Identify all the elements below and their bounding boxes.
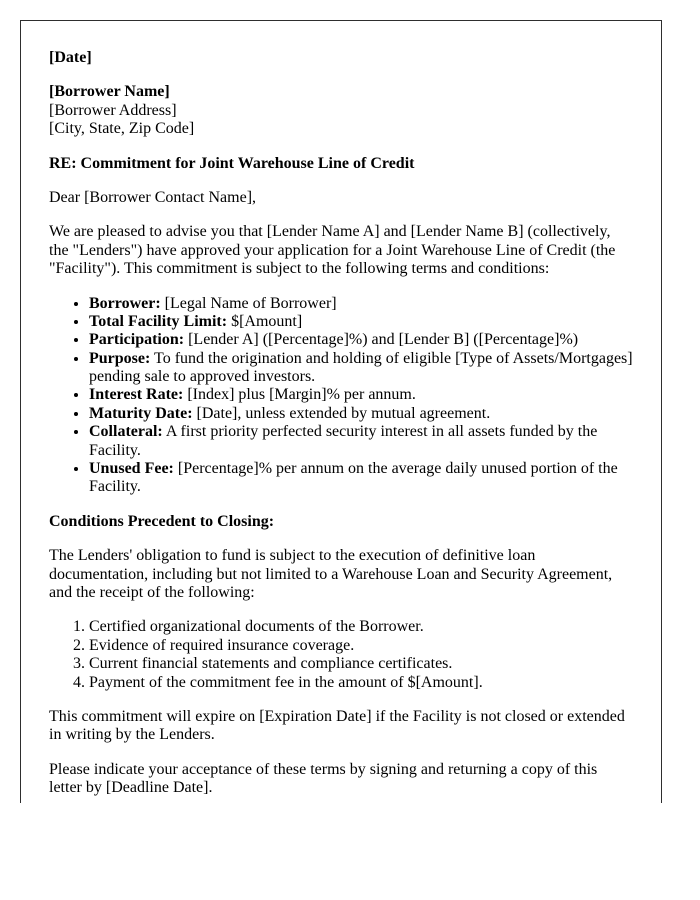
subject-text: RE: Commitment for Joint Warehouse Line of Credit xyxy=(49,154,415,172)
term-label: Participation: xyxy=(89,331,185,349)
term-value: [Percentage]% per annum on the average daily unused portion of the Facility. xyxy=(89,460,618,496)
term-value: $[Amount] xyxy=(227,312,303,330)
term-label: Maturity Date: xyxy=(89,404,193,422)
term-value: [Date], unless extended by mutual agreement. xyxy=(192,404,491,422)
letter-document xyxy=(20,20,662,803)
term-item-interest-rate xyxy=(89,386,633,404)
condition-item-2: 2. Evidence of required insurance coverage. xyxy=(89,637,633,655)
condition-item-3: 3. Current financial statements and compliance certificates. xyxy=(89,655,633,673)
closing-paragraph: Please indicate your acceptance of these terms by signing and returning a copy of this letter by [Deadline Date]. xyxy=(49,760,598,797)
term-value: To fund the origination and holding of eligible [Type of Assets/Mortgages] pending sale to approved investors. xyxy=(89,349,633,386)
term-label: Interest Rate: xyxy=(89,386,184,404)
date-placeholder: [Date] xyxy=(49,49,92,66)
term-label: Purpose: xyxy=(89,349,151,367)
condition-item-4: 4. Payment of the commitment fee in the amount of $[Amount]. xyxy=(89,674,633,692)
term-item-unused-fee xyxy=(89,460,633,497)
conditions-paragraph: The Lenders' obligation to fund is subject to the execution of definitive loan documentation, including but not limited to a Warehouse Loan and Security Agreement, and the receipt of the following: xyxy=(49,547,613,601)
term-value: [Legal Name of Borrower] xyxy=(160,294,337,312)
term-item-total-facility-limit xyxy=(89,313,633,331)
conditions-heading xyxy=(49,513,633,531)
recipient-name: [Borrower Name] xyxy=(49,83,170,101)
term-item-collateral xyxy=(89,423,633,460)
term-value: [Lender A] ([Percentage]%) and [Lender B] ([Percentage]%) xyxy=(184,331,579,349)
term-item-participation xyxy=(89,331,633,349)
term-value: [Index] plus [Margin]% per annum. xyxy=(183,386,416,404)
terms-list xyxy=(49,295,633,497)
term-label: Total Facility Limit: xyxy=(89,312,228,330)
condition-item-1: 1. Certified organizational documents of the Borrower. xyxy=(89,618,633,636)
conditions-heading-text: Conditions Precedent to Closing: xyxy=(49,512,275,530)
term-item-borrower xyxy=(89,295,633,313)
recipient-address: [Borrower Address] xyxy=(49,101,177,119)
term-label: Unused Fee: xyxy=(89,460,174,478)
term-item-maturity-date xyxy=(89,405,633,423)
subject-line xyxy=(49,155,633,173)
conditions-list xyxy=(49,618,633,692)
salutation: Dear [Borrower Contact Name], xyxy=(49,188,257,206)
term-label: Borrower: xyxy=(89,294,161,312)
letter-date xyxy=(49,49,633,67)
recipient-city-state-zip: [City, State, Zip Code] xyxy=(49,120,195,138)
intro-paragraph: We are pleased to advise you that [Lender Name A] and [Lender Name B] (collectively, the "Lenders") have approved your application for a Joint Warehouse Line of Credit (the "Facility"). This commitment is subject to the following terms and conditions: xyxy=(49,223,616,278)
recipient-address-block xyxy=(49,83,633,138)
expiration-paragraph: This commitment will expire on [Expiration Date] if the Facility is not closed or extended in writing by the Lenders. xyxy=(49,707,625,744)
term-item-purpose xyxy=(89,350,633,387)
term-label: Collateral: xyxy=(89,423,163,441)
term-value: A first priority perfected security interest in all assets funded by the Facility. xyxy=(89,423,598,459)
